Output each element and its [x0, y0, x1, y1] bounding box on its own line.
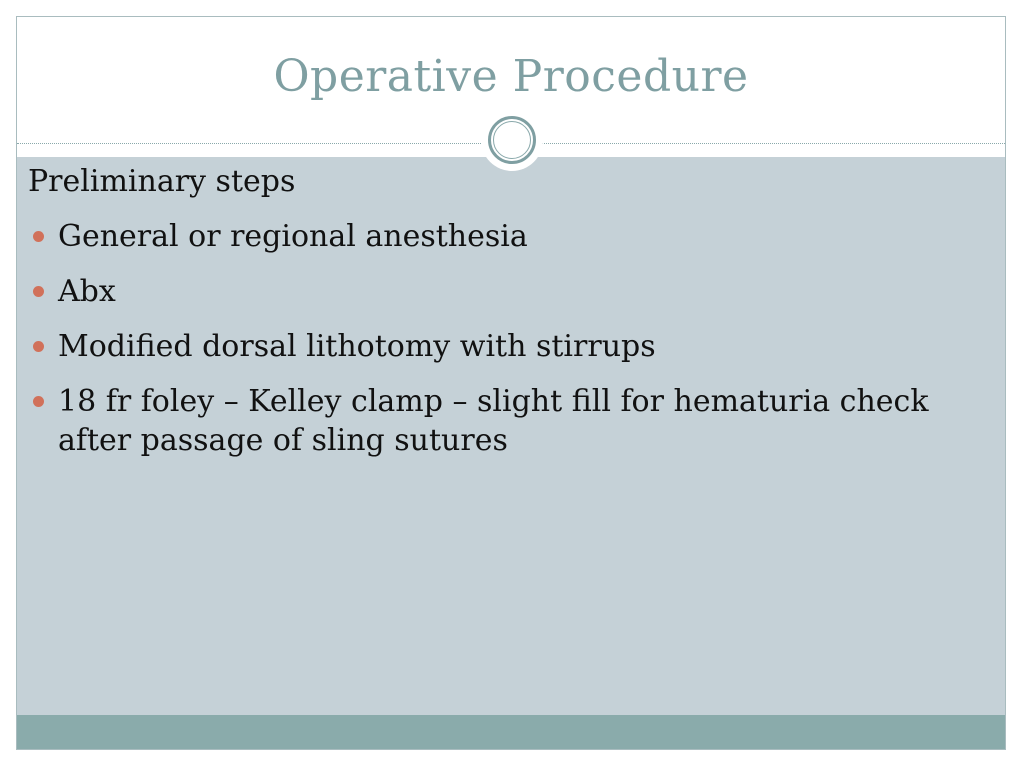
bullet-dot-icon — [33, 396, 44, 407]
slide-body — [28, 162, 968, 476]
circle-ornament-inner-icon — [493, 121, 531, 159]
bullet-dot-icon — [33, 286, 44, 297]
slide-title: Operative Procedure — [273, 51, 749, 102]
bullet-text: Modified dorsal lithotomy with stirrups — [58, 328, 656, 364]
bullet-item — [28, 382, 968, 462]
bullet-item — [28, 217, 968, 257]
bullet-item — [28, 272, 968, 312]
bullet-text: General or regional anesthesia — [58, 218, 528, 254]
bullet-list — [28, 217, 968, 461]
bullet-text: 18 fr foley – Kelley clamp – slight fill for hematuria check after passage of sling sutures — [58, 383, 929, 459]
bullet-item — [28, 327, 968, 367]
bullet-text: Abx — [58, 273, 116, 309]
footer-band — [17, 715, 1005, 750]
bullet-dot-icon — [33, 341, 44, 352]
section-heading: Preliminary steps — [28, 164, 296, 199]
bullet-dot-icon — [33, 231, 44, 242]
